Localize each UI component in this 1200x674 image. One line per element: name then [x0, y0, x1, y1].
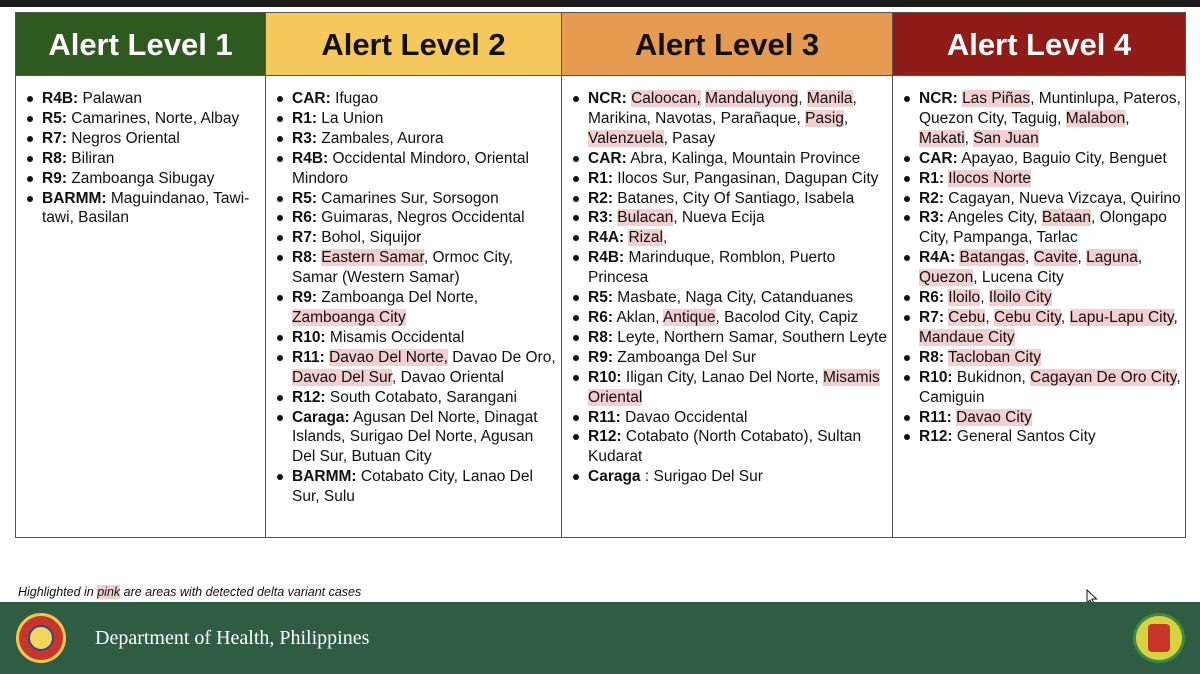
alert-level-table [15, 12, 1186, 538]
place-text: , [1173, 308, 1178, 326]
region-entry [901, 308, 1181, 348]
place-text: Bukidnon, [956, 368, 1031, 386]
place-text: , Muntinlupa, Pateros, Quezon City, Taguig, [919, 90, 1181, 127]
region-label: R7: [919, 308, 944, 326]
region-label: NCR: [919, 90, 958, 107]
delta-highlighted-place: Cavite [1033, 249, 1078, 267]
region-label: R5: [42, 109, 67, 127]
region-label: R11: [588, 408, 621, 426]
alert-level-1-list [16, 76, 265, 228]
place-text: Guimaras, Negros Occidental [321, 209, 525, 227]
alert-level-3-column [562, 13, 893, 537]
region-label: R12: [292, 388, 326, 406]
place-text: , Nueva Ecija [673, 209, 765, 227]
region-entry [274, 408, 557, 468]
place-text: Cotabato (North Cotabato), Sultan Kudarat [588, 428, 862, 466]
region-entry [570, 308, 888, 328]
region-entry [570, 328, 888, 348]
region-entry [274, 328, 557, 348]
region-entry [901, 368, 1181, 408]
place-text: Cagayan, Nueva Vizcaya, Quirino [948, 189, 1181, 207]
region-entry [570, 408, 888, 428]
region-entry [570, 208, 888, 228]
region-label: BARMM: [42, 189, 107, 207]
region-entry [570, 189, 888, 209]
place-text: , [843, 109, 849, 127]
region-entry [274, 248, 557, 288]
delta-highlighted-place: Pasig [805, 109, 844, 127]
delta-highlighted-place: Bulacan [617, 209, 674, 227]
place-text: , [1060, 308, 1070, 326]
delta-highlighted-place: Mandaluyong [705, 90, 799, 107]
region-label: Caraga [588, 468, 641, 486]
place-text: Biliran [71, 149, 115, 167]
alert-level-1-header: Alert Level 1 [16, 13, 265, 76]
region-entry [570, 288, 888, 308]
region-entry [570, 149, 888, 169]
place-text: , [1024, 249, 1034, 267]
delta-highlighted-place: Davao Del Sur [292, 368, 392, 386]
region-label: R12: [919, 428, 953, 446]
place-text: Zambales, Aurora [321, 129, 444, 147]
place-text: Maguindanao, Tawi-tawi, Basilan [42, 189, 250, 227]
region-label: R3: [292, 129, 317, 147]
delta-highlighted-place: Iloilo City [988, 289, 1052, 307]
region-entry [901, 348, 1181, 368]
delta-highlighted-place: Malabon [1065, 109, 1126, 127]
region-entry [570, 248, 888, 288]
region-entry [274, 348, 557, 388]
place-text: Zamboanga Del Sur [617, 348, 757, 366]
region-label: R4B: [292, 149, 329, 167]
place-text: Davao De Oro, [447, 348, 556, 366]
region-entry [901, 427, 1181, 447]
region-entry [901, 208, 1181, 248]
place-text: , Bacolod City, Capiz [715, 308, 859, 326]
delta-highlighted-place: Antique [662, 308, 716, 326]
place-text: , [1077, 249, 1087, 267]
region-label: Caraga: [292, 408, 350, 426]
region-entry [24, 109, 261, 129]
region-label: R9: [292, 289, 317, 307]
delta-highlighted-place: San Juan [973, 129, 1039, 147]
region-label: R4B: [42, 90, 79, 107]
delta-highlighted-place: Caloocan, [631, 90, 701, 107]
region-entry [901, 248, 1181, 288]
alert-level-2-column [266, 13, 562, 537]
region-entry [24, 149, 261, 169]
region-label: R8: [42, 149, 67, 167]
delta-highlighted-place: Lapu-Lapu City [1069, 308, 1174, 326]
region-entry [274, 288, 557, 328]
delta-highlighted-place: Manila [806, 90, 853, 107]
region-label: R1: [588, 169, 613, 187]
region-entry [274, 467, 557, 507]
region-label: CAR: [588, 149, 627, 167]
region-entry [274, 149, 557, 189]
region-entry [274, 388, 557, 408]
region-label: R11: [919, 408, 952, 426]
alert-level-3-list [562, 76, 892, 487]
region-label: R10: [919, 368, 953, 386]
place-text: , [964, 129, 974, 147]
region-entry [901, 89, 1181, 149]
place-text: Zamboanga Sibugay [71, 169, 215, 187]
place-text: Zamboanga Del Norte, [321, 289, 479, 307]
note-highlight-word: pink [97, 585, 121, 599]
region-entry [570, 348, 888, 368]
place-text: Negros Oriental [71, 129, 180, 147]
delta-highlighted-place: Bataan [1041, 209, 1092, 227]
region-entry [901, 149, 1181, 169]
region-entry [24, 129, 261, 149]
region-entry [901, 189, 1181, 209]
region-entry [570, 427, 888, 467]
place-text: Iligan City, Lanao Del Norte, [625, 368, 823, 386]
region-label: R4A: [919, 249, 956, 267]
alert-level-4-column [893, 13, 1185, 537]
place-text: Ifugao [335, 90, 379, 107]
region-label: R2: [919, 189, 944, 207]
region-label: R9: [42, 169, 67, 187]
place-text: Aklan, [616, 308, 663, 326]
region-label: R7: [292, 229, 317, 247]
place-text: Misamis Occidental [329, 328, 465, 346]
region-label: NCR: [588, 90, 627, 107]
place-text: Camarines, Norte, Albay [71, 109, 240, 127]
place-text: , Marikina, Navotas, Parañaque, [588, 90, 857, 127]
delta-highlighted-place: Laguna [1086, 249, 1138, 267]
region-entry [901, 408, 1181, 428]
region-label: R4B: [588, 249, 625, 267]
region-label: R10: [292, 328, 326, 346]
region-label: BARMM: [292, 468, 357, 486]
region-entry [570, 228, 888, 248]
region-entry [570, 368, 888, 408]
region-label: R5: [588, 289, 613, 307]
delta-highlighted-place: Makati [919, 129, 965, 147]
delta-highlighted-place: Mandaue City [919, 328, 1015, 346]
region-label: R8: [292, 249, 317, 267]
delta-highlighted-place: Batangas [959, 249, 1025, 267]
doh-seal-icon [16, 613, 66, 663]
place-text: La Union [321, 109, 384, 127]
region-entry [570, 467, 888, 487]
delta-highlighted-place: Las Piñas [962, 90, 1031, 107]
delta-highlighted-place: Cebu City [993, 308, 1061, 326]
place-text: , Pasay [663, 129, 716, 147]
top-bar [0, 0, 1200, 7]
region-label: R6: [919, 289, 944, 307]
place-text: , [798, 90, 807, 107]
region-entry [274, 189, 557, 209]
delta-highlighted-place: Tacloban City [948, 348, 1042, 366]
place-text: Batanes, City Of Santiago, Isabela [617, 189, 855, 207]
delta-highlighted-place: Davao Del Norte, [329, 348, 448, 366]
place-text: , Camiguin [919, 368, 1181, 406]
place-text: Davao Occidental [625, 408, 748, 426]
place-text: , [662, 229, 668, 247]
delta-highlighted-place: Quezon [919, 269, 974, 287]
place-text: , Davao Oriental [391, 368, 504, 386]
region-label: R7: [42, 129, 67, 147]
region-entry [901, 169, 1181, 189]
region-label: R1: [292, 109, 317, 127]
region-label: R11: [292, 348, 325, 366]
region-label: R3: [919, 209, 944, 227]
region-label: R6: [292, 209, 317, 227]
place-text: Abra, Kalinga, Mountain Province [630, 149, 861, 167]
footer-title: Department of Health, Philippines [95, 627, 370, 649]
place-text: Palawan [82, 90, 142, 107]
note-text-before: Highlighted in [18, 585, 98, 599]
place-text: , [1137, 249, 1143, 267]
place-text: , [985, 308, 994, 326]
place-text: : Surigao Del Sur [644, 468, 763, 486]
place-text: Angeles City, [947, 209, 1042, 227]
place-text: Cotabato City, Lanao Del Sur, Sulu [292, 468, 533, 506]
delta-highlighted-place: Zamboanga City [292, 308, 406, 326]
region-entry [274, 208, 557, 228]
delta-highlighted-place: Ilocos Norte [948, 169, 1031, 187]
campaign-badge-icon [1133, 613, 1185, 663]
region-label: CAR: [919, 149, 958, 167]
region-entry [24, 89, 261, 109]
alert-level-4-list [893, 76, 1185, 447]
region-label: R8: [588, 328, 613, 346]
region-entry [901, 288, 1181, 308]
region-entry [274, 129, 557, 149]
region-entry [24, 169, 261, 189]
region-entry [274, 109, 557, 129]
place-text: , Olongapo City, Pampanga, Tarlac [919, 209, 1167, 247]
region-entry [570, 169, 888, 189]
place-text: Bohol, Siquijor [321, 229, 422, 247]
place-text: Apayao, Baguio City, Benguet [961, 149, 1167, 167]
place-text: Leyte, Northern Samar, Southern Leyte [617, 328, 887, 346]
footer-bar [0, 602, 1200, 674]
region-entry [274, 89, 557, 109]
region-label: R6: [588, 308, 613, 326]
place-text: Masbate, Naga City, Catanduanes [617, 289, 854, 307]
delta-variant-note [18, 585, 361, 599]
place-text: , [980, 289, 989, 307]
place-text: Ilocos Sur, Pangasinan, Dagupan City [617, 169, 879, 187]
note-text-after: are areas with detected delta variant cases [120, 585, 362, 599]
alert-level-3-header: Alert Level 3 [562, 13, 892, 76]
region-entry [24, 189, 261, 229]
place-text: General Santos City [956, 428, 1096, 446]
alert-level-2-header: Alert Level 2 [266, 13, 561, 76]
delta-highlighted-place: Davao City [956, 408, 1032, 426]
region-label: R12: [588, 428, 622, 446]
place-text: , [1125, 109, 1130, 127]
delta-highlighted-place: Rizal [628, 229, 663, 247]
region-label: R1: [919, 169, 944, 187]
region-label: R4A: [588, 229, 625, 247]
place-text: Occidental Mindoro, Oriental Mindoro [292, 149, 529, 187]
region-label: R10: [588, 368, 622, 386]
delta-highlighted-place: Cebu [948, 308, 986, 326]
place-text: Agusan Del Norte, Dinagat Islands, Surigao Del Norte, Agusan Del Sur, Butuan City [292, 408, 538, 466]
region-entry [274, 228, 557, 248]
place-text: Marinduque, Romblon, Puerto Princesa [588, 249, 836, 287]
alert-level-1-column [16, 13, 266, 537]
place-text: , Lucena City [973, 269, 1064, 287]
place-text: , Ormoc City, Samar (Western Samar) [292, 249, 514, 287]
delta-highlighted-place: Valenzuela [588, 129, 664, 147]
region-label: CAR: [292, 90, 331, 107]
region-entry [570, 89, 888, 149]
place-text: South Cotabato, Sarangani [329, 388, 517, 406]
alert-level-4-header: Alert Level 4 [893, 13, 1185, 76]
region-label: R9: [588, 348, 613, 366]
region-label: R2: [588, 189, 613, 207]
delta-highlighted-place: Cagayan De Oro City [1030, 368, 1177, 386]
region-label: R5: [292, 189, 317, 207]
region-label: R3: [588, 209, 613, 227]
region-label: R8: [919, 348, 944, 366]
delta-highlighted-place: Misamis Oriental [588, 368, 880, 406]
delta-highlighted-place: Iloilo [948, 289, 981, 307]
alert-level-2-list [266, 76, 561, 507]
place-text: Camarines Sur, Sorsogon [321, 189, 499, 207]
delta-highlighted-place: Eastern Samar [321, 249, 424, 267]
